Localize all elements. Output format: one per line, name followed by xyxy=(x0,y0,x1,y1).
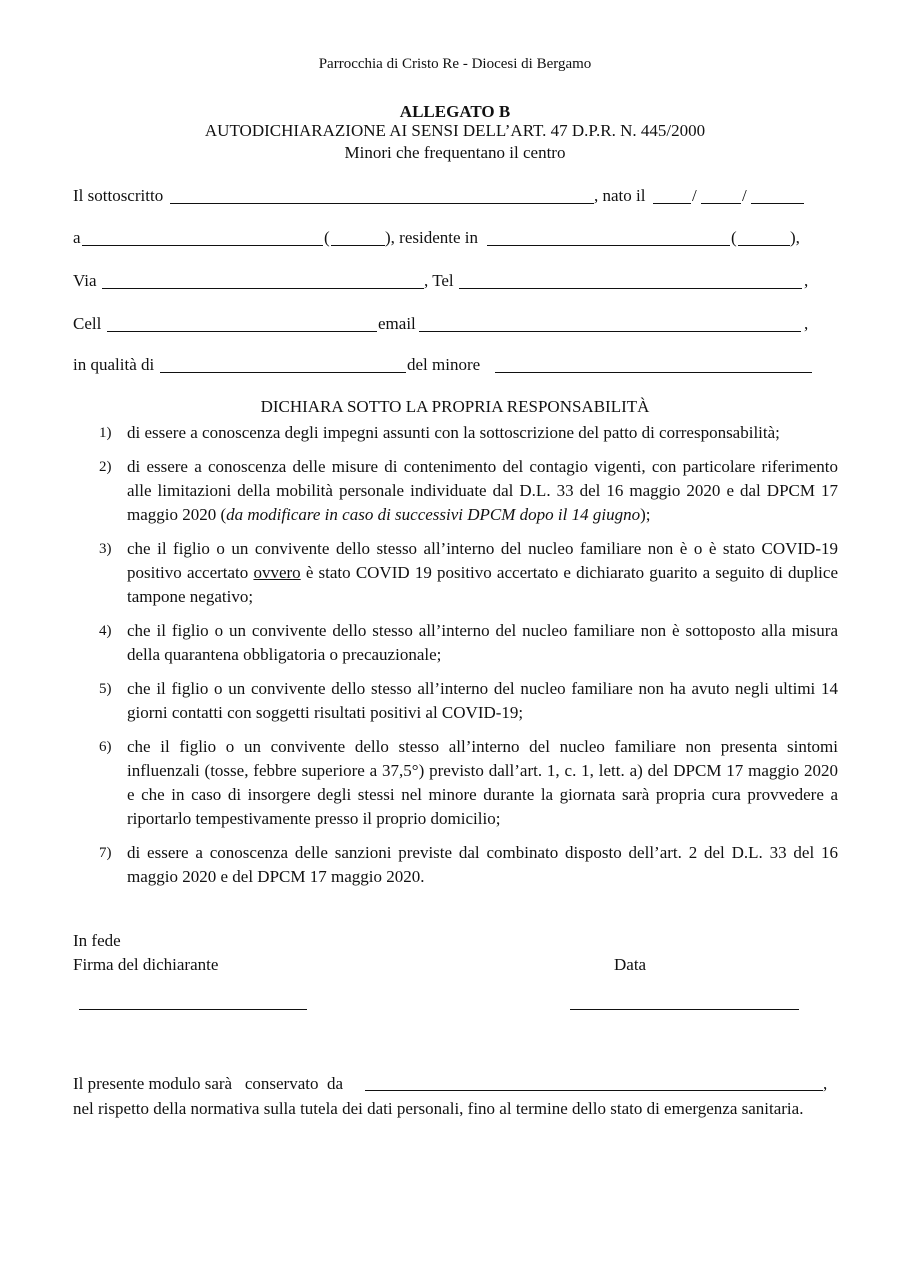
item-number: 3) xyxy=(99,541,112,557)
item-text: di essere a conoscenza delle misure di contenimento del contagio vigenti, con particolare riferimento alle limitazioni della mobilità personale individuate dal D.L. 33 del 16 maggio 2020 e dal DPCM 17 maggio 2020 ( xyxy=(127,457,838,524)
item-number: 4) xyxy=(99,623,112,639)
firma-label: Firma del dichiarante xyxy=(73,955,219,974)
declaration-item xyxy=(73,841,838,889)
name-field[interactable] xyxy=(170,202,594,204)
birth-day-field[interactable] xyxy=(653,202,691,204)
declaration-heading: DICHIARA SOTTO LA PROPRIA RESPONSABILITÀ xyxy=(260,397,650,416)
cell-field[interactable] xyxy=(107,330,377,332)
birth-province-field[interactable] xyxy=(331,244,385,246)
item-number: 6) xyxy=(99,739,112,755)
declaration-item xyxy=(73,421,838,445)
document-title: ALLEGATO B xyxy=(399,102,511,121)
form-row-role xyxy=(73,353,813,377)
date-separator-2: / xyxy=(742,186,747,205)
paren-open-2: ( xyxy=(731,228,737,247)
date-separator-1: / xyxy=(692,186,697,205)
residence-field[interactable] xyxy=(487,244,730,246)
qualita-label: in qualità di xyxy=(73,355,155,374)
item-number: 7) xyxy=(99,845,112,861)
item-number: 2) xyxy=(99,459,112,475)
role-field[interactable] xyxy=(160,371,406,373)
custodian-field[interactable] xyxy=(365,1089,823,1091)
item-number: 1) xyxy=(99,425,112,441)
form-row-birthplace xyxy=(73,226,813,250)
date-field[interactable] xyxy=(570,1008,799,1010)
footer-note xyxy=(73,1071,843,1121)
item-text: che il figlio o un convivente dello stesso all’interno del nucleo familiare non ha avuto negli ultimi 14 giorni contatti con soggetti risultati positivi al COVID-19; xyxy=(127,679,838,722)
form-row-name xyxy=(73,184,813,208)
residente-label: ), residente in xyxy=(385,228,478,247)
email-field[interactable] xyxy=(419,330,801,332)
item-text: di essere a conoscenza degli impegni assunti con la sottoscrizione del patto di corresponsabilità; xyxy=(127,423,780,442)
tel-field[interactable] xyxy=(459,287,802,289)
footer-line-2: nel rispetto della normativa sulla tutela dei dati personali, fino al termine dello stato di emergenza sanitaria. xyxy=(73,1099,804,1118)
nato-label: , nato il xyxy=(594,186,646,205)
document-subtitle: AUTODICHIARAZIONE AI SENSI DELL’ART. 47 D.P.R. N. 445/2000 xyxy=(204,121,706,140)
minor-name-field[interactable] xyxy=(495,371,812,373)
item-text: che il figlio o un convivente dello stesso all’interno del nucleo familiare non è sottoposto alla misura della quarantena obbligatoria o precauzionale; xyxy=(127,621,838,664)
document-subtitle-minors: Minori che frequentano il centro xyxy=(344,143,566,162)
a-label: a xyxy=(73,228,81,247)
footer-comma: , xyxy=(823,1074,828,1093)
parish-header: Parrocchia di Cristo Re - Diocesi di Bergamo xyxy=(318,56,592,72)
item-number: 5) xyxy=(99,681,112,697)
email-comma: , xyxy=(804,314,809,333)
birth-month-field[interactable] xyxy=(701,202,741,204)
tel-label: , Tel xyxy=(424,271,454,290)
tel-comma: , xyxy=(804,271,809,290)
paren-open-1: ( xyxy=(324,228,330,247)
conservato-label: Il presente modulo sarà conservato da xyxy=(73,1074,344,1093)
item-text-end: è stato COVID 19 positivo accertato e dichiarato guarito a seguito di duplice tampone negativo; xyxy=(127,563,838,606)
item-text: di essere a conoscenza delle sanzioni previste dal combinato disposto dell’art. 2 del D.L. 33 del 16 maggio 2020 e del DPCM 17 maggio 2020. xyxy=(127,843,838,886)
data-label: Data xyxy=(614,955,647,974)
item-text-end: ); xyxy=(640,505,651,524)
via-label: Via xyxy=(73,271,97,290)
sottoscritto-label: Il sottoscritto xyxy=(73,186,164,205)
minore-label: del minore xyxy=(407,355,481,374)
birthplace-field[interactable] xyxy=(82,244,323,246)
item-text: che il figlio o un convivente dello stesso all’interno del nucleo familiare non è o è stato COVID-19 positivo accertato xyxy=(127,539,838,582)
address-field[interactable] xyxy=(102,287,424,289)
form-row-contacts xyxy=(73,312,813,336)
signature-field[interactable] xyxy=(79,1008,307,1010)
declaration-item xyxy=(73,455,838,527)
item-text: che il figlio o un convivente dello stesso all’interno del nucleo familiare non presenta sintomi influenzali (tosse, febbre superiore a 37,5°) previsto dall’art. 1, c. 1, lett. a) del DPCM 17 maggio 2020 e che in caso di insorgere degli stessi nel minore durante la giornata sarà propria cura provvedere a riportarlo tempestivamente presso il proprio domicilio; xyxy=(127,737,838,828)
form-row-address xyxy=(73,269,813,293)
email-label: email xyxy=(378,314,416,333)
residence-province-field[interactable] xyxy=(738,244,790,246)
cell-label: Cell xyxy=(73,314,102,333)
footer-line-1 xyxy=(73,1071,843,1096)
item-text-underline: ovvero xyxy=(253,563,301,582)
paren-close-2: ), xyxy=(790,228,800,247)
declaration-item xyxy=(73,677,838,725)
declaration-item xyxy=(73,735,838,831)
item-text-italic: da modificare in caso di successivi DPCM dopo il 14 giugno xyxy=(226,505,641,524)
declaration-item xyxy=(73,537,838,609)
declaration-list xyxy=(73,421,838,899)
in-fede-label: In fede xyxy=(73,931,121,950)
declaration-item xyxy=(73,619,838,667)
birth-year-field[interactable] xyxy=(751,202,804,204)
